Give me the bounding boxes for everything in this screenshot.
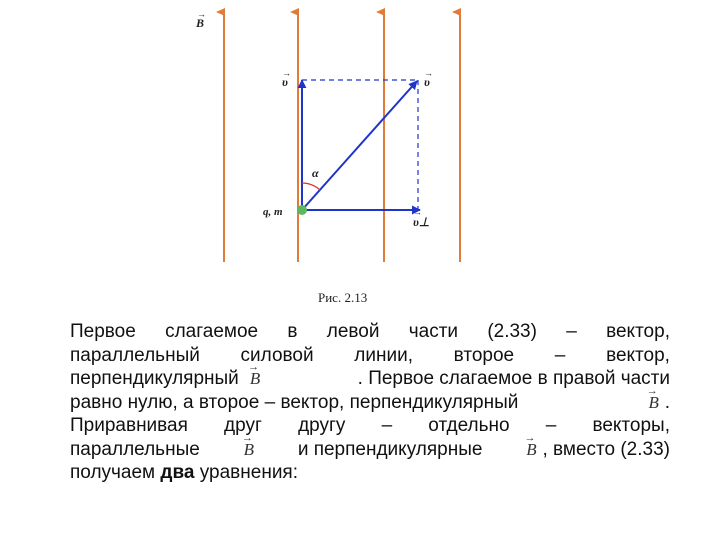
b-vector-symbol: → B	[238, 438, 260, 462]
text-word: (2.33)	[487, 321, 537, 342]
text-line-3b: . Первое слагаемое в правой части	[357, 368, 670, 389]
body-text	[70, 320, 670, 485]
text-word: параллельный	[70, 344, 200, 366]
text-word: Первое	[70, 321, 136, 342]
text-line-4a: равно нулю, а второе – вектор, перпендикулярный	[70, 391, 519, 413]
text-word: –	[381, 415, 393, 436]
text-word: части	[408, 321, 459, 342]
text-line-4b: .	[664, 391, 670, 413]
text-line-4	[70, 391, 670, 415]
text-word: векторы,	[592, 415, 670, 436]
b-vector-symbol: → B	[520, 438, 542, 462]
text-word: линии,	[354, 344, 413, 366]
text-line-6b: и перпендикулярные	[297, 438, 483, 460]
text-word: левой	[326, 321, 380, 342]
text-word: –	[554, 344, 566, 366]
svg-text:→: →	[282, 68, 291, 78]
b-vector-symbol: → B	[244, 367, 266, 391]
text-line-5	[70, 414, 670, 438]
text-word: в	[287, 321, 298, 342]
text-line-3a: перпендикулярный	[70, 368, 239, 389]
text-line-7	[70, 461, 670, 485]
text-word: отдельно	[428, 415, 510, 436]
text-word: –	[545, 415, 557, 436]
figure-caption: Рис. 2.13	[318, 290, 368, 305]
svg-text:→: →	[413, 207, 422, 217]
label-v-text: υ	[424, 75, 430, 89]
label-v-perp	[413, 207, 429, 229]
text-word: второе	[453, 344, 515, 366]
label-B	[195, 9, 206, 30]
text-word: друг	[224, 415, 262, 436]
label-v-perp-text: υ⊥	[413, 215, 430, 229]
text-line-2	[70, 344, 670, 368]
text-word: вектор,	[606, 321, 670, 342]
label-charge: q, m	[263, 206, 283, 218]
angle-arc	[302, 183, 320, 190]
text-line-6	[70, 438, 670, 462]
text-line-6c: , вместо (2.33)	[542, 438, 670, 460]
text-line-7-bold: два	[160, 462, 195, 483]
text-line-7b: уравнения:	[199, 462, 298, 483]
text-word: вектор,	[606, 344, 670, 366]
label-alpha: α	[312, 166, 319, 180]
label-v-parallel-text: υ	[282, 75, 288, 89]
text-word: другу	[298, 415, 346, 436]
label-v	[424, 68, 433, 89]
b-vector-symbol: → B	[643, 391, 665, 415]
text-word: –	[566, 321, 577, 342]
text-line-3	[70, 367, 670, 391]
text-line-1	[70, 320, 670, 344]
label-v-parallel	[282, 68, 291, 89]
text-word: силовой	[240, 344, 314, 366]
text-line-7a: получаем	[70, 462, 156, 483]
text-word: Приравнивая	[70, 415, 188, 436]
text-word: слагаемое	[165, 321, 259, 342]
svg-text:→: →	[424, 68, 433, 78]
svg-text:→: →	[197, 9, 206, 19]
text-line-6a: параллельные	[70, 438, 200, 460]
charge-dot	[297, 205, 307, 215]
label-B-text: B	[196, 16, 205, 30]
v-vector	[302, 81, 417, 210]
